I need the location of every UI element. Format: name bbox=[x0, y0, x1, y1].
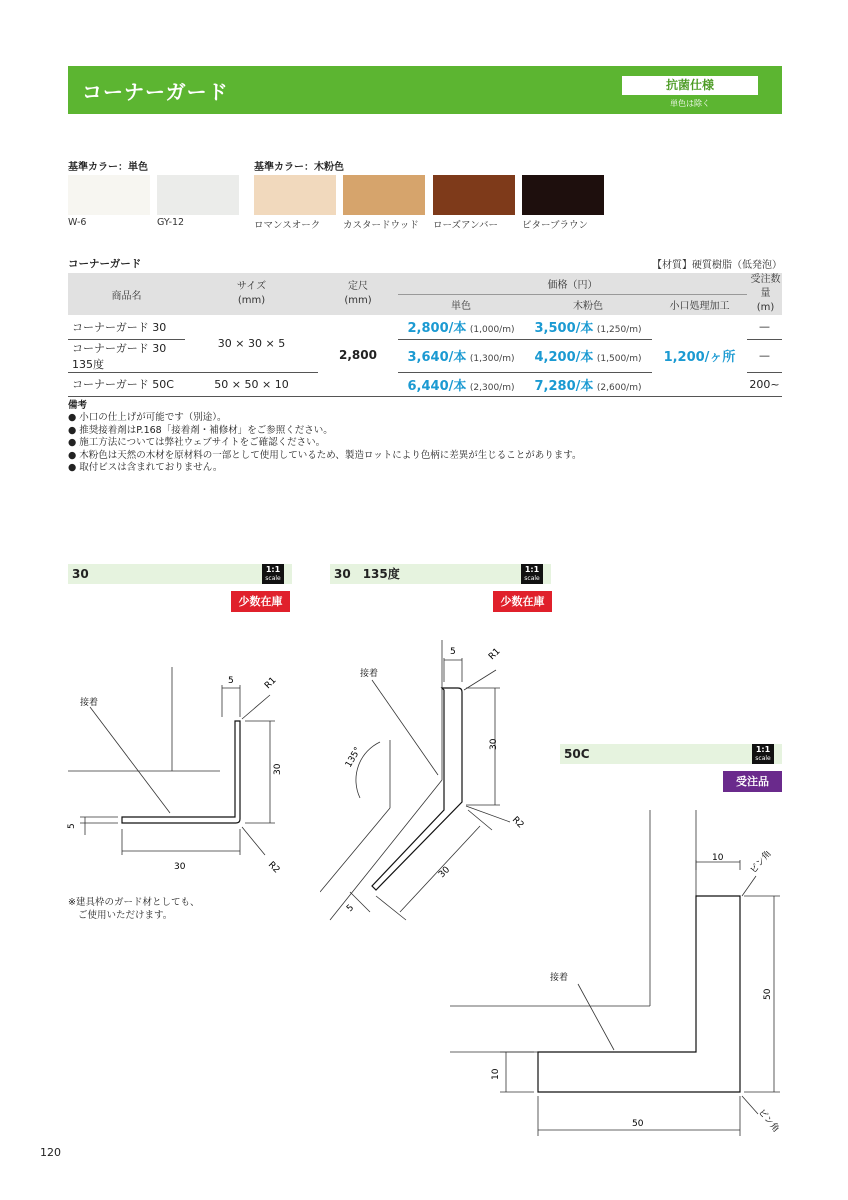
solid-price: 3,640/本 bbox=[407, 350, 467, 365]
swatch-name: GY-12 bbox=[157, 217, 185, 228]
wood-price: 3,500/本 bbox=[534, 321, 594, 337]
product-name: コーナーガード 30 bbox=[68, 315, 185, 339]
swatch-gy12 bbox=[157, 175, 239, 215]
dim-50: 50 bbox=[632, 1119, 644, 1129]
dim-5: 5 bbox=[450, 647, 456, 657]
notes-title: 備考 bbox=[68, 400, 88, 411]
solid-price-cell bbox=[398, 339, 524, 372]
adhesive-label: 接着 bbox=[80, 698, 99, 708]
wood-unit-price: (1,500/m) bbox=[596, 354, 642, 364]
note-item: ● 施工方法については弊社ウェブサイトをご確認ください。 bbox=[68, 437, 326, 449]
swatch-name: W-6 bbox=[68, 217, 87, 228]
wood-color-label: 基準カラー：木粉色 bbox=[254, 162, 344, 173]
footnote-line: ご使用いただけます。 bbox=[78, 910, 173, 921]
solid-unit-price: (1,300/m) bbox=[469, 354, 515, 364]
swatch-name: ロマンスオーク bbox=[254, 220, 321, 231]
order-qty: — bbox=[747, 339, 782, 372]
length-value: 2,800 bbox=[318, 315, 398, 396]
swatch-name: カスタードウッド bbox=[343, 220, 419, 231]
order-qty: 200~ bbox=[747, 372, 782, 396]
dim-10: 10 bbox=[491, 1068, 501, 1080]
wood-price-cell bbox=[524, 315, 652, 339]
stock-badge-50c: 受注品 bbox=[723, 771, 782, 792]
scale-word: scale bbox=[524, 575, 540, 582]
dim-30: 30 bbox=[273, 763, 283, 775]
header-edge: 小口処理加工 bbox=[652, 294, 747, 315]
dim-5: 5 bbox=[345, 902, 357, 915]
note-item: ● 小口の仕上げが可能です（別途）。 bbox=[68, 412, 227, 424]
footnote bbox=[68, 896, 199, 922]
wood-price-cell bbox=[524, 339, 652, 372]
badge-note: 単色は除く bbox=[670, 99, 710, 108]
header-order-qty: 受注数量 (m) bbox=[747, 273, 782, 315]
size-50: 50 × 50 × 10 bbox=[185, 372, 318, 396]
header-product: 商品名 bbox=[68, 273, 185, 315]
swatch-w6 bbox=[68, 175, 150, 215]
drawing-label-text: 30 135度 bbox=[334, 567, 400, 581]
radius-r1: R1 bbox=[263, 675, 279, 692]
pin-corner-label: ピン角 bbox=[748, 848, 774, 876]
swatch-name: ビターブラウン bbox=[522, 220, 589, 231]
edge-price-cell bbox=[652, 315, 747, 396]
notes bbox=[68, 400, 581, 474]
product-name: コーナーガード 50C bbox=[68, 372, 185, 396]
drawing-label-50c bbox=[560, 744, 782, 764]
solid-price: 6,440/本 bbox=[407, 378, 467, 394]
dim-5: 5 bbox=[228, 676, 234, 686]
pin-corner-label: ピン角 bbox=[755, 1107, 781, 1135]
drawing-30 bbox=[60, 655, 310, 885]
scale-ratio: 1:1 bbox=[524, 565, 540, 574]
drawing-label-text: 30 bbox=[72, 567, 89, 581]
swatch-custard-wood bbox=[343, 175, 425, 215]
wood-price: 7,280/本 bbox=[534, 378, 594, 394]
note-item: ● 取付ビスは含まれておりません。 bbox=[68, 462, 223, 474]
footnote-line: ※建具枠のガード材としても、 bbox=[68, 897, 200, 908]
scale-badge bbox=[521, 564, 543, 584]
solid-unit-price: (2,300/m) bbox=[469, 382, 515, 393]
wood-price: 4,200/本 bbox=[534, 350, 594, 365]
drawing-label-30 bbox=[68, 564, 292, 584]
page-number: 120 bbox=[40, 1146, 61, 1159]
scale-badge bbox=[752, 744, 774, 764]
radius-r1: R1 bbox=[487, 646, 503, 663]
wood-unit-price: (1,250/m) bbox=[596, 325, 642, 336]
spec-section-title: コーナーガード bbox=[68, 258, 142, 270]
dim-10: 10 bbox=[712, 853, 724, 863]
drawing-label-135 bbox=[330, 564, 551, 584]
header-size: サイズ (mm) bbox=[185, 273, 318, 315]
product-name: コーナーガード 30 135度 bbox=[68, 339, 185, 372]
swatch-bitter-brown bbox=[522, 175, 604, 215]
spec-table bbox=[68, 273, 782, 397]
dim-5: 5 bbox=[67, 823, 77, 829]
scale-word: scale bbox=[265, 575, 281, 582]
solid-color-label: 基準カラー：単色 bbox=[68, 162, 148, 173]
solid-unit-price: (1,000/m) bbox=[469, 325, 515, 336]
dim-50: 50 bbox=[763, 988, 773, 1000]
table-row bbox=[68, 315, 782, 339]
page-header bbox=[68, 66, 782, 114]
stock-badge-135: 少数在庫 bbox=[493, 591, 552, 612]
header-solid: 単色 bbox=[398, 294, 524, 315]
edge-price: 1,200/ヶ所 bbox=[663, 349, 736, 365]
adhesive-label: 接着 bbox=[360, 669, 379, 679]
note-item: ● 推奨接着剤はP.168「接着剤・補修材」をご参照ください。 bbox=[68, 424, 333, 436]
stock-badge-30: 少数在庫 bbox=[231, 591, 290, 612]
wood-price-cell bbox=[524, 372, 652, 396]
drawing-50c bbox=[440, 800, 800, 1140]
size-30: 30 × 30 × 5 bbox=[185, 315, 318, 372]
drawing-label-text: 50C bbox=[564, 747, 590, 761]
swatch-name: ローズアンバー bbox=[433, 220, 498, 231]
dim-30: 30 bbox=[174, 862, 186, 872]
header-price: 価格（円） bbox=[398, 273, 747, 294]
angle-135: 135° bbox=[343, 745, 364, 770]
order-qty: — bbox=[747, 315, 782, 339]
material-note: 【材質】硬質樹脂（低発泡） bbox=[652, 260, 782, 271]
scale-ratio: 1:1 bbox=[265, 565, 281, 574]
adhesive-label: 接着 bbox=[550, 973, 569, 983]
solid-price: 2,800/本 bbox=[407, 321, 467, 337]
page-title: コーナーガード bbox=[82, 80, 229, 104]
scale-badge bbox=[262, 564, 284, 584]
scale-ratio: 1:1 bbox=[755, 745, 771, 754]
note-item: ● 木粉色は天然の木材を原材料の一部として使用しているため、製造ロットにより色柄に差異が生じることがあります。 bbox=[68, 449, 582, 461]
solid-price-cell bbox=[398, 372, 524, 396]
dim-30: 30 bbox=[437, 864, 453, 881]
radius-r2: R2 bbox=[265, 860, 282, 876]
antibacterial-badge: 抗菌仕様 bbox=[622, 76, 758, 95]
header-wood: 木粉色 bbox=[524, 294, 652, 315]
wood-unit-price: (2,600/m) bbox=[596, 382, 642, 393]
scale-word: scale bbox=[755, 755, 771, 762]
swatch-rose-amber bbox=[433, 175, 515, 215]
dim-30: 30 bbox=[489, 738, 499, 750]
header-length: 定尺 (mm) bbox=[318, 273, 398, 315]
radius-r2: R2 bbox=[509, 815, 526, 831]
swatch-romance-oak bbox=[254, 175, 336, 215]
solid-price-cell bbox=[398, 315, 524, 339]
